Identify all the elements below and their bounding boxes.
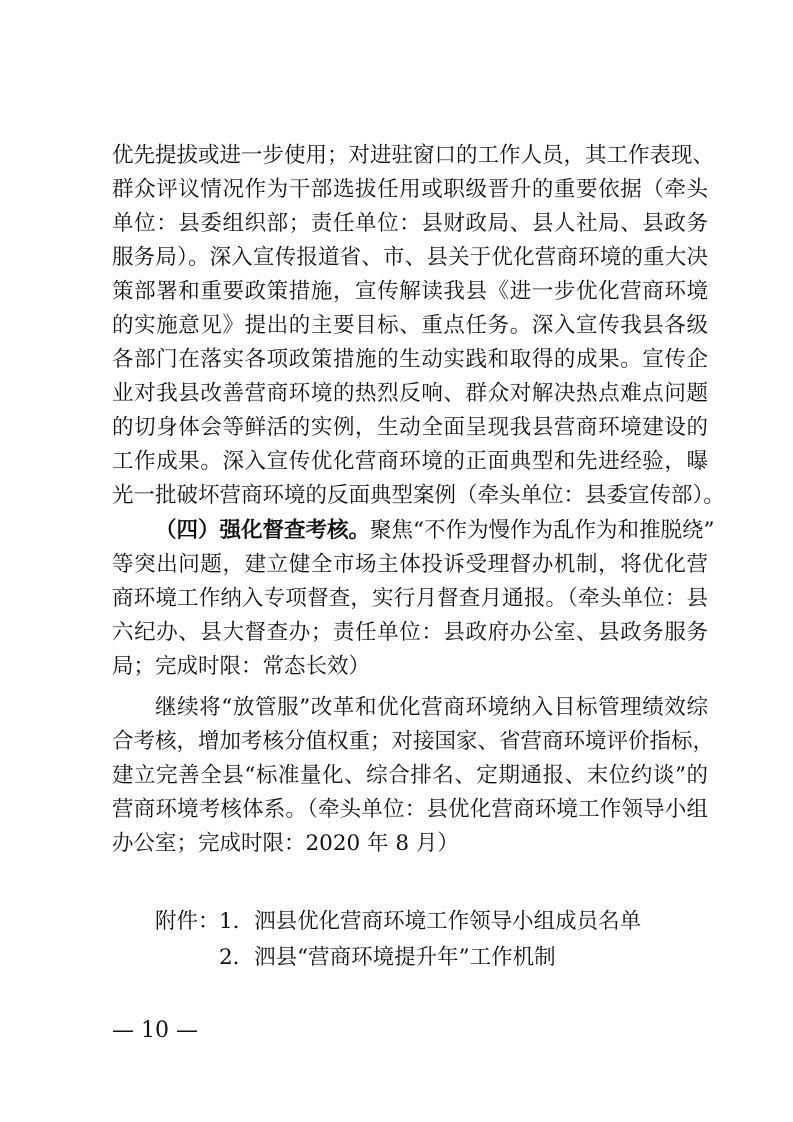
attachment-item: 2．泗县“营商环境提升年”工作机制 [219, 945, 556, 970]
body-line: 业对我县改善营商环境的热烈反响、群众对解决热点难点问题 [112, 381, 708, 406]
body-line: 服务局）。深入宣传报道省、市、县关于优化营商环境的重大决 [112, 245, 708, 270]
attachment-item: 1．泗县优化营商环境工作领导小组成员名单 [219, 909, 642, 934]
paragraph-two-line: 建立完善全县“标准量化、综合排名、定期通报、末位约谈”的 [112, 763, 708, 788]
attachments-label: 附件： [155, 909, 220, 934]
body-line: 的切身体会等鲜活的实例，生动全面呈现我县营商环境建设的 [112, 415, 708, 440]
body-line: 各部门在落实各项政策措施的生动实践和取得的成果。宣传企 [112, 347, 708, 372]
body-line: 工作成果。深入宣传优化营商环境的正面典型和先进经验，曝 [112, 449, 708, 474]
section-four-line: 六纪办、县大督查办；责任单位：县政府办公室、县政务服务 [112, 620, 708, 645]
body-line: 优先提拔或进一步使用；对进驻窗口的工作人员，其工作表现、 [112, 143, 715, 168]
section-four-first-line-text: 聚焦“不作为慢作为乱作为和推脱绕” [370, 518, 715, 543]
body-line: 策部署和重要政策措施，宣传解读我县《进一步优化营商环境 [112, 279, 708, 304]
section-four-line: 等突出问题，建立健全市场主体投诉受理督办机制，将优化营 [112, 552, 708, 577]
paragraph-two-line: 营商环境考核体系。（牵头单位：县优化营商环境工作领导小组 [112, 797, 708, 822]
section-four-line: 局；完成时限：常态长效） [112, 654, 371, 679]
paragraph-two-line: 合考核，增加考核分值权重；对接国家、省营商环境评价指标， [112, 729, 715, 754]
body-line: 单位：县委组织部；责任单位：县财政局、县人社局、县政务 [112, 211, 708, 236]
page-number: — 10 — [112, 1018, 198, 1043]
paragraph-two-line: 继续将“放管服”改革和优化营商环境纳入目标管理绩效综 [155, 695, 708, 720]
body-line: 群众评议情况作为干部选拔任用或职级晋升的重要依据（牵头 [112, 177, 708, 202]
body-line: 光一批破坏营商环境的反面典型案例（牵头单位：县委宣传部）。 [112, 483, 725, 508]
section-four-line: 商环境工作纳入专项督查，实行月督查月通报。（牵头单位：县 [112, 586, 708, 611]
paragraph-two-line: 办公室；完成时限：2020 年 8 月） [112, 831, 459, 856]
section-four-heading: （四）强化督查考核。 [155, 518, 371, 543]
body-line: 的实施意见》提出的主要目标、重点任务。深入宣传我县各级 [112, 313, 708, 338]
section-four-first-line [155, 515, 715, 547]
